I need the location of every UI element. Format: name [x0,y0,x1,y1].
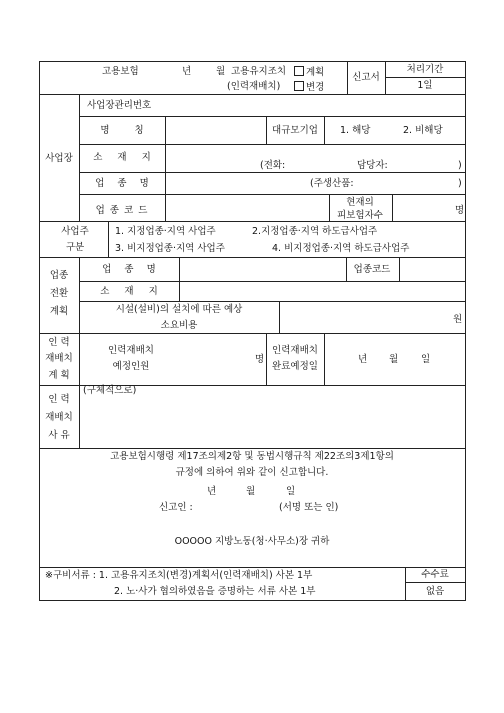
biztype-label2: 구분 [65,242,85,253]
vline-header-report [347,61,348,94]
vline-header-proc [385,61,386,94]
line-declaration-bottom [39,567,466,568]
conv-industry-label: 업 종 명 [102,264,156,275]
redeploy-label1: 인 력 [48,337,70,348]
required-docs-line2: 2. 노·사가 협의하였음을 증명하는 서류 사본 1부 [114,586,316,597]
name-label: 명 칭 [100,125,144,136]
done-day: 일 [421,354,431,365]
cost-unit: 원 [453,314,463,325]
conv-address-label: 소 재 지 [100,286,158,297]
large-company-label: 대규모기업 [272,125,318,136]
done-label2: 완료예정일 [272,361,318,372]
business-section-label: 사업장 [45,153,73,164]
declaration-year: 년 [207,486,217,497]
declaration-month: 월 [246,486,256,497]
cost-label1: 시설(설비)의 설치에 따른 예상 [115,304,243,315]
change-option-label: 변경 [306,82,325,93]
manager-label: 담당자: [357,160,388,171]
done-label1: 인력재배치 [272,345,318,356]
vline-largeco-split [324,116,325,144]
vline-redeploy-split1 [266,333,267,385]
address-label: 소 재 지 [93,152,151,163]
done-year: 년 [358,354,368,365]
conversion-label3: 계획 [49,306,69,317]
vline-conv-field [179,257,180,301]
reason-label2: 재배치 [45,412,73,423]
declaration-day: 일 [286,486,296,497]
plan-checkbox[interactable] [294,66,304,76]
done-month: 월 [389,354,399,365]
biztype-opt2[interactable]: 2.지정업종·지역 하도급사업주 [252,226,378,237]
plan-option[interactable] [292,66,324,78]
proc-period-label: 처리기간 [406,64,444,75]
conv-industry-code-label: 업종코드 [353,264,391,275]
proc-period-value: 1일 [417,80,433,91]
reason-hint: (구체적으로) [83,385,137,396]
biztype-opt4[interactable]: 4. 비지정업종·지역 하도급사업주 [272,243,410,254]
industry-code-label: 업 종 코 드 [95,205,149,216]
conversion-label2: 전환 [49,288,69,299]
insured-count-label2: 피보험자수 [337,210,383,221]
planned-label2: 예정인원 [112,361,150,372]
fee-value: 없음 [425,586,445,597]
signature-label: (서명 또는 인) [279,502,339,513]
line-biztype-bottom [39,257,466,258]
cost-label2: 소요비용 [160,320,198,331]
reason-label1: 인 력 [48,394,70,405]
line-header-bottom [39,94,466,95]
report-form [39,61,466,601]
phone-label: (전화: [260,160,286,171]
main-product-label: (주생산품: [310,178,354,189]
plan-option-label: 계획 [306,67,325,78]
form-border-top [39,61,466,62]
title-year: 년 [182,66,192,77]
line-reason-bottom [39,448,466,449]
vline-code-split [329,194,330,221]
vline-conv-code1 [346,257,347,281]
large-company-opt2[interactable]: 2. 비해당 [403,125,443,136]
vline-business-field [165,116,166,221]
declaration-line1: 고용보험시행령 제17조의제2항 및 동법시행규칙 제22조의3제1항의 [110,451,394,462]
vline-cost-split [279,301,280,333]
change-checkbox[interactable] [294,81,304,91]
insured-count-unit: 명 [455,205,465,216]
declarant-label: 신고인 : [159,502,193,513]
line-fee-mid [405,582,466,583]
vline-name-split [266,116,267,144]
vline-insured-split [392,194,393,221]
mgmt-no-label: 사업장관리번호 [87,100,152,111]
vline-redeploy-split2 [324,333,325,385]
form-border-left [39,61,40,601]
title-subtitle: (인력재배치) [227,81,281,92]
line-row-industry [79,194,466,195]
line-business-bottom [39,221,466,222]
biztype-opt1[interactable]: 1. 지정업종·지역 사업주 [115,226,216,237]
redeploy-label3: 계 획 [48,370,70,381]
vline-biztype-label [108,221,109,257]
line-row-name [79,144,466,145]
recipient-label: OOOOO 지방노동(청·사무소)장 귀하 [174,536,330,547]
change-option[interactable] [292,81,324,93]
required-docs-line1: ※구비서류 : 1. 고용유지조치(변경)계획서(인력재배치) 사본 1부 [45,570,313,581]
form-border-right [465,61,466,601]
line-conv-address [79,301,466,302]
declaration-line2: 규정에 의하여 위와 같이 신고합니다. [175,467,329,478]
form-border-bottom [39,600,466,601]
industry-paren-close: ) [458,178,462,189]
title-part1: 고용보험 [102,66,139,77]
address-paren-close: ) [458,160,462,171]
biztype-label1: 사업주 [61,226,89,237]
biztype-opt3[interactable]: 3. 비지정업종·지역 사업주 [115,243,225,254]
line-row-address [79,172,466,173]
redeploy-label2: 재배치 [45,353,73,364]
vline-business-label [79,94,80,221]
industry-label: 업 종 명 [95,178,149,189]
conversion-label1: 업종 [49,270,69,281]
fee-label: 수수료 [421,569,449,580]
planned-label1: 인력재배치 [108,345,154,356]
reason-label3: 사 유 [48,430,70,441]
line-conv-bottom [39,333,466,334]
title-month: 월 [216,66,226,77]
insured-count-label1: 현재의 [346,197,374,208]
vline-lower-label [79,257,80,448]
vline-fee [405,567,406,601]
line-conv-industry [79,281,466,282]
line-proc-mid [385,77,466,78]
title-part2: 고용유지조치 [231,66,287,77]
vline-conv-code2 [399,257,400,281]
line-row-mgmt [79,116,466,117]
report-label: 신고서 [352,72,380,83]
large-company-opt1[interactable]: 1. 해당 [340,125,371,136]
planned-unit: 명 [255,354,265,365]
